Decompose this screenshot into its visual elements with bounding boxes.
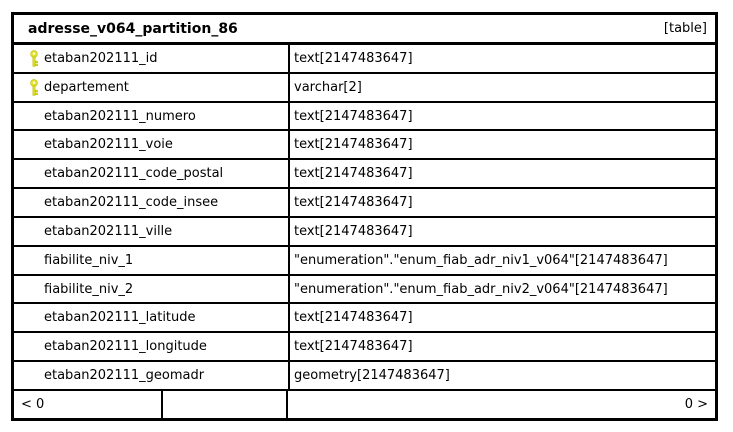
column-name: departement: [44, 79, 129, 95]
column-name-cell: [14, 247, 290, 274]
column-type: text[2147483647]: [294, 108, 413, 124]
column-name: etaban202111_latitude: [44, 310, 196, 326]
column-row: [14, 160, 715, 189]
column-row: [14, 362, 715, 391]
column-type: text[2147483647]: [294, 223, 413, 239]
column-name-cell: [14, 103, 290, 130]
column-name: etaban202111_code_postal: [44, 166, 224, 182]
incoming-relations-count: < 0: [14, 391, 163, 418]
primary-key-icon: [29, 79, 44, 96]
table-header: [14, 15, 715, 45]
primary-key-icon: [29, 108, 44, 125]
column-type-cell: [290, 103, 715, 130]
column-type: "enumeration"."enum_fiab_adr_niv1_v064"[2147483647]: [294, 252, 668, 268]
column-name: etaban202111_geomadr: [44, 368, 205, 384]
column-type: "enumeration"."enum_fiab_adr_niv2_v064"[2147483647]: [294, 281, 668, 297]
column-name-cell: [14, 45, 290, 72]
column-row: [14, 131, 715, 160]
column-name: etaban202111_id: [44, 50, 158, 66]
primary-key-icon: [29, 252, 44, 269]
table-footer: [14, 391, 715, 418]
column-type: text[2147483647]: [294, 310, 413, 326]
column-row: [14, 218, 715, 247]
primary-key-icon: [29, 136, 44, 153]
column-name: etaban202111_voie: [44, 137, 173, 153]
column-type: varchar[2]: [294, 79, 362, 95]
column-row: [14, 103, 715, 132]
column-type-cell: [290, 131, 715, 158]
column-row: [14, 45, 715, 74]
column-type-cell: [290, 247, 715, 274]
column-rows: [14, 45, 715, 391]
column-type-cell: [290, 160, 715, 187]
column-type: text[2147483647]: [294, 50, 413, 66]
column-name: etaban202111_numero: [44, 108, 196, 124]
column-name: etaban202111_longitude: [44, 339, 207, 355]
column-name-cell: [14, 304, 290, 331]
column-row: [14, 74, 715, 103]
column-type-cell: [290, 74, 715, 101]
column-type: text[2147483647]: [294, 166, 413, 182]
column-name-cell: [14, 74, 290, 101]
column-type-cell: [290, 276, 715, 303]
outgoing-relations-count: 0 >: [684, 397, 708, 412]
column-type-cell: [290, 362, 715, 389]
primary-key-icon: [29, 367, 44, 384]
column-row: [14, 247, 715, 276]
table-title: adresse_v064_partition_86: [28, 20, 238, 37]
column-row: [14, 276, 715, 305]
column-name-cell: [14, 276, 290, 303]
primary-key-icon: [29, 50, 44, 67]
column-name: etaban202111_code_insee: [44, 195, 219, 211]
column-type-cell: [290, 333, 715, 360]
primary-key-icon: [29, 194, 44, 211]
column-type-cell: [290, 304, 715, 331]
column-name-cell: [14, 333, 290, 360]
primary-key-icon: [29, 338, 44, 355]
column-name: etaban202111_ville: [44, 223, 173, 239]
footer-spacer-cell: [163, 391, 288, 418]
column-name-cell: [14, 189, 290, 216]
table-node: [11, 12, 718, 421]
primary-key-icon: [29, 223, 44, 240]
primary-key-icon: [29, 309, 44, 326]
column-type-cell: [290, 45, 715, 72]
column-name-cell: [14, 362, 290, 389]
column-type: text[2147483647]: [294, 195, 413, 211]
column-row: [14, 333, 715, 362]
column-type-cell: [290, 218, 715, 245]
column-name-cell: [14, 160, 290, 187]
column-type-cell: [290, 189, 715, 216]
column-type: geometry[2147483647]: [294, 368, 450, 384]
column-name: fiabilite_niv_1: [44, 252, 134, 268]
column-name-cell: [14, 131, 290, 158]
primary-key-icon: [29, 165, 44, 182]
column-name-cell: [14, 218, 290, 245]
primary-key-icon: [29, 281, 44, 298]
column-type: text[2147483647]: [294, 339, 413, 355]
column-name: fiabilite_niv_2: [44, 281, 134, 297]
column-type: text[2147483647]: [294, 137, 413, 153]
column-row: [14, 189, 715, 218]
table-stereotype: [table]: [663, 21, 707, 36]
column-row: [14, 304, 715, 333]
